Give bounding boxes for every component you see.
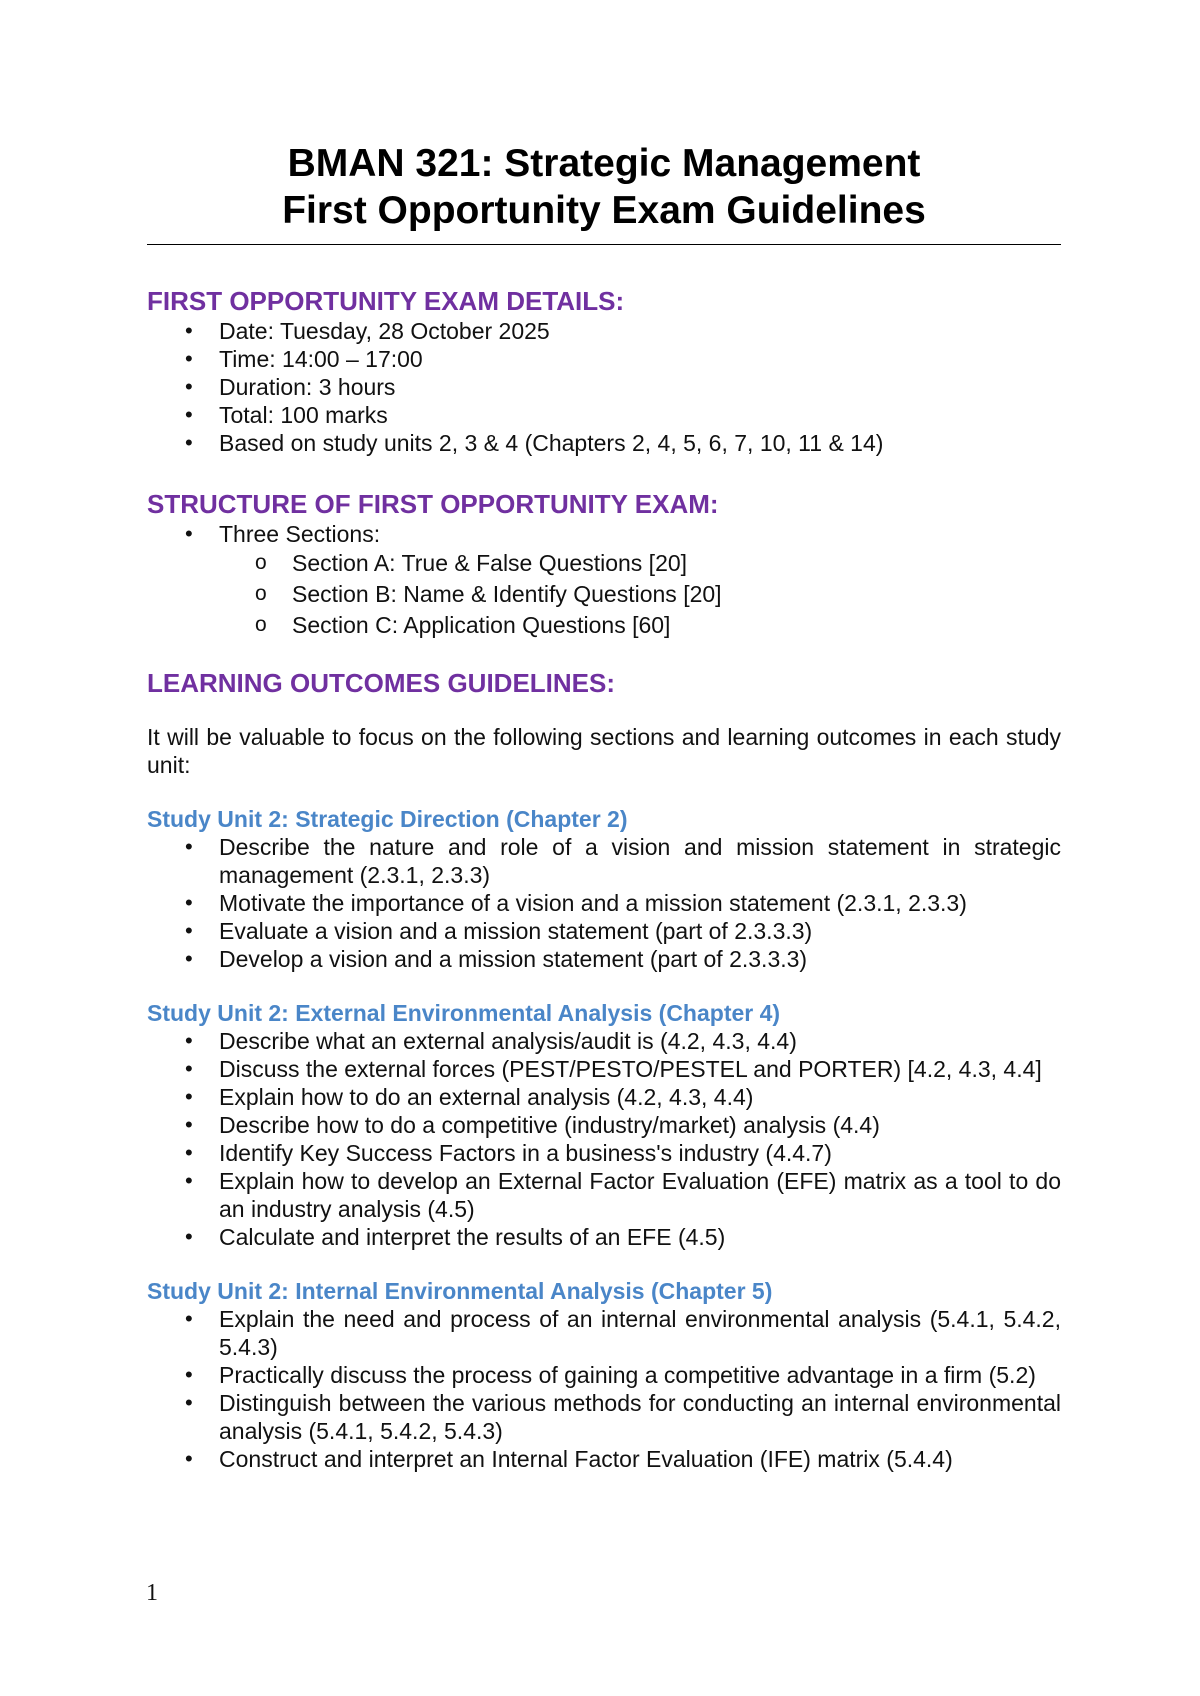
section-item: o Section A: True & False Questions [20] — [147, 548, 1061, 579]
learning-outcomes-heading: LEARNING OUTCOMES GUIDELINES: — [147, 668, 616, 698]
unit-list-strategic-direction — [147, 833, 1061, 973]
unit-heading-internal-analysis: Study Unit 2: Internal Environmental Analysis (Chapter 5) — [147, 1278, 773, 1304]
structure-sections-list — [147, 548, 1061, 641]
section-item: o Section B: Name & Identify Questions [20] — [147, 579, 1061, 610]
list-item: • Date: Tuesday, 28 October 2025 — [147, 317, 1061, 345]
list-item: • Describe what an external analysis/audit is (4.2, 4.3, 4.4) — [147, 1027, 1061, 1055]
list-item: • Motivate the importance of a vision and a mission statement (2.3.1, 2.3.3) — [147, 889, 1061, 917]
list-item: • Explain how to develop an External Factor Evaluation (EFE) matrix as a tool to do an industry analysis (4.5) — [147, 1167, 1061, 1223]
title-line-1: BMAN 321: Strategic Management — [287, 142, 921, 185]
unit-heading-external-analysis: Study Unit 2: External Environmental Analysis (Chapter 4) — [147, 1000, 781, 1026]
list-item: • Calculate and interpret the results of an EFE (4.5) — [147, 1223, 1061, 1251]
list-item: • Three Sections: — [147, 520, 1061, 548]
list-item: • Duration: 3 hours — [147, 373, 1061, 401]
structure-heading: STRUCTURE OF FIRST OPPORTUNITY EXAM: — [147, 489, 719, 519]
list-item: • Identify Key Success Factors in a business's industry (4.4.7) — [147, 1139, 1061, 1167]
document-title — [147, 140, 1061, 234]
list-item: • Distinguish between the various methods for conducting an internal environmental analysis (5.4.1, 5.4.2, 5.4.3) — [147, 1389, 1061, 1445]
section-item: o Section C: Application Questions [60] — [147, 610, 1061, 641]
list-item: • Total: 100 marks — [147, 401, 1061, 429]
unit-list-external-analysis — [147, 1027, 1061, 1251]
list-item: • Explain the need and process of an internal environmental analysis (5.4.1, 5.4.2, 5.4.3) — [147, 1305, 1061, 1361]
list-item: • Based on study units 2, 3 & 4 (Chapters 2, 4, 5, 6, 7, 10, 11 & 14) — [147, 429, 1061, 457]
structure-list — [147, 520, 1061, 548]
list-item: • Explain how to do an external analysis (4.2, 4.3, 4.4) — [147, 1083, 1061, 1111]
page-number: 1 — [146, 1580, 158, 1606]
list-item: • Construct and interpret an Internal Factor Evaluation (IFE) matrix (5.4.4) — [147, 1445, 1061, 1473]
list-item: • Describe how to do a competitive (industry/market) analysis (4.4) — [147, 1111, 1061, 1139]
unit-heading-strategic-direction: Study Unit 2: Strategic Direction (Chapter 2) — [147, 806, 628, 832]
list-item: • Develop a vision and a mission statement (part of 2.3.3.3) — [147, 945, 1061, 973]
document-page — [147, 140, 1061, 1473]
title-line-2: First Opportunity Exam Guidelines — [282, 189, 926, 232]
title-divider — [147, 244, 1061, 245]
unit-list-internal-analysis — [147, 1305, 1061, 1473]
list-item: • Time: 14:00 – 17:00 — [147, 345, 1061, 373]
learning-outcomes-intro: It will be valuable to focus on the following sections and learning outcomes in each study unit: — [147, 724, 1061, 778]
list-item: • Describe the nature and role of a vision and mission statement in strategic management (2.3.1, 2.3.3) — [147, 833, 1061, 889]
exam-details-list — [147, 317, 1061, 457]
exam-details-heading: FIRST OPPORTUNITY EXAM DETAILS: — [147, 286, 625, 316]
list-item: • Discuss the external forces (PEST/PESTO/PESTEL and PORTER) [4.2, 4.3, 4.4] — [147, 1055, 1061, 1083]
list-item: • Practically discuss the process of gaining a competitive advantage in a firm (5.2) — [147, 1361, 1061, 1389]
list-item: • Evaluate a vision and a mission statement (part of 2.3.3.3) — [147, 917, 1061, 945]
